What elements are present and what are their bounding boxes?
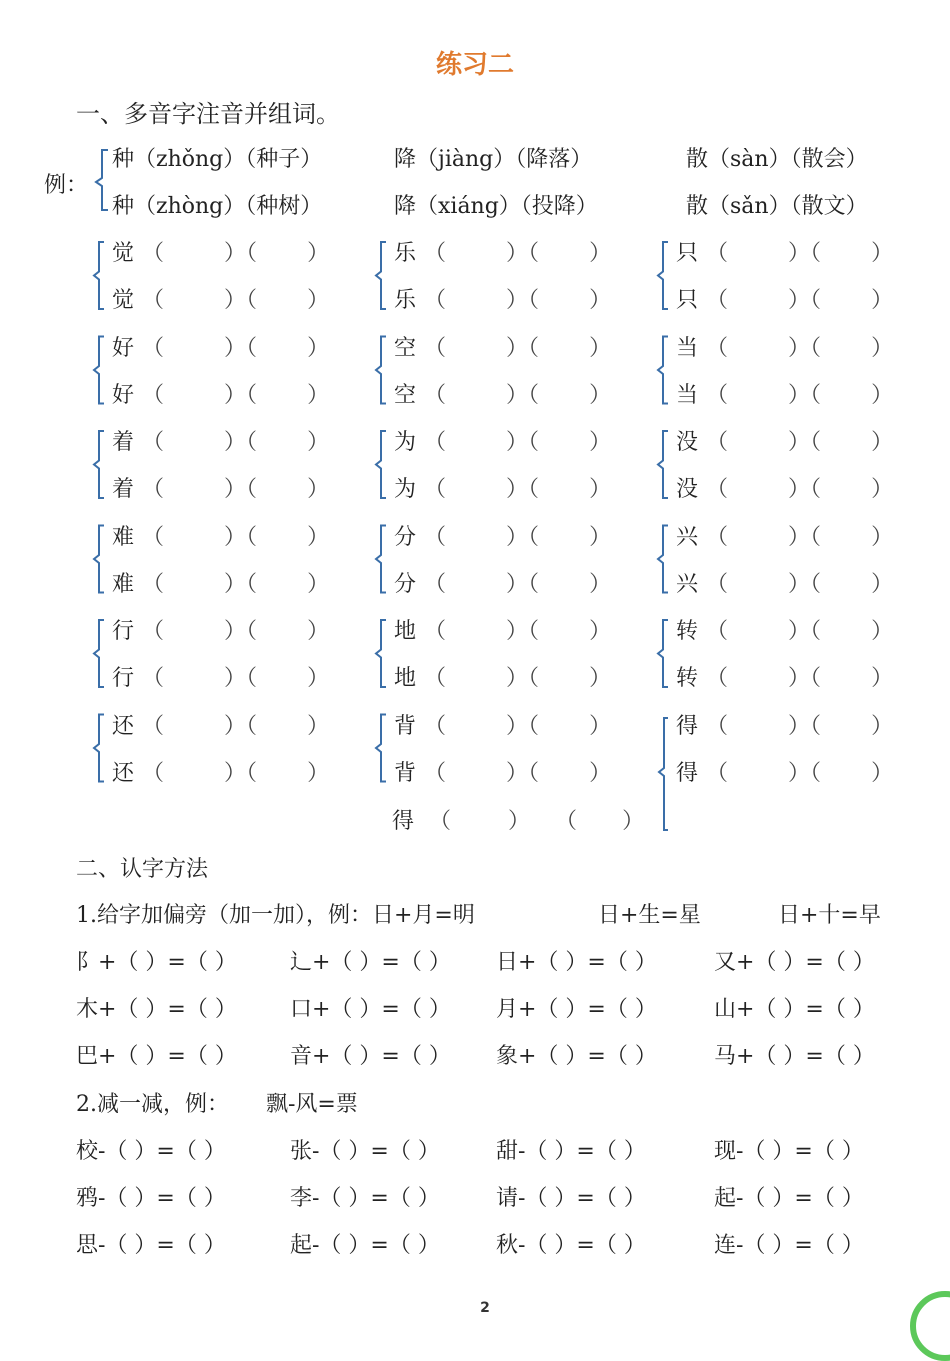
open-paren: （ bbox=[810, 666, 822, 691]
open-paren: （ bbox=[424, 619, 447, 644]
polyphone-char: 没 bbox=[676, 430, 699, 455]
open-paren: （ bbox=[424, 288, 447, 313]
open-paren: （ bbox=[246, 666, 258, 691]
sub2-example: 飘-风=票 bbox=[266, 1092, 358, 1117]
open-paren: （ bbox=[142, 619, 165, 644]
close-paren: ） bbox=[224, 288, 247, 313]
bracket bbox=[658, 620, 668, 687]
close-paren: ） bbox=[788, 524, 811, 550]
polyphone-char: 空 bbox=[394, 382, 417, 408]
equation-item: 音+（ ）=（ ） bbox=[290, 1044, 451, 1069]
equation-item: 现-（ ）=（ ） bbox=[714, 1139, 864, 1164]
open-paren: （ bbox=[528, 760, 540, 786]
equation-item: 月+（ ）=（ ） bbox=[496, 997, 657, 1022]
close-paren: ） bbox=[224, 524, 247, 550]
open-paren: （ bbox=[246, 382, 258, 408]
bracket bbox=[658, 526, 668, 593]
open-paren: （ bbox=[246, 430, 258, 455]
equation-item: 思-（ ）=（ ） bbox=[76, 1233, 226, 1258]
close-paren: ） bbox=[871, 619, 894, 644]
open-paren: （ bbox=[810, 524, 822, 550]
open-paren: （ bbox=[528, 619, 540, 644]
close-paren: ） bbox=[871, 666, 894, 691]
close-paren: ） bbox=[871, 241, 894, 266]
close-paren: ） bbox=[622, 809, 645, 834]
open-paren: （ bbox=[528, 241, 540, 266]
polyphone-char: 地 bbox=[394, 666, 417, 691]
open-paren: （ bbox=[246, 335, 258, 361]
sub1-label: 1.给字加偏旁（加一加），例：日+月=明 bbox=[76, 903, 475, 928]
open-paren: （ bbox=[706, 335, 729, 361]
polyphone-char: 当 bbox=[676, 335, 699, 361]
polyphone-char: 着 bbox=[112, 430, 135, 455]
bracket bbox=[94, 715, 104, 782]
equation-item: 甜-（ ）=（ ） bbox=[496, 1139, 646, 1164]
open-paren: （ bbox=[142, 382, 165, 408]
open-paren: （ bbox=[424, 524, 447, 550]
sub1-example-3: 日+十=早 bbox=[778, 903, 881, 928]
equation-item: 秋-（ ）=（ ） bbox=[496, 1233, 646, 1258]
open-paren: （ bbox=[424, 477, 447, 502]
polyphone-char: 觉 bbox=[112, 288, 135, 313]
close-paren: ） bbox=[589, 241, 612, 266]
close-paren: ） bbox=[589, 760, 612, 786]
close-paren: ） bbox=[788, 382, 811, 408]
example-2-bottom: 降（xiáng）（投降） bbox=[394, 194, 598, 219]
close-paren: ） bbox=[788, 619, 811, 644]
close-paren: ） bbox=[589, 619, 612, 644]
example-3-top: 散（sàn）（散会） bbox=[686, 147, 868, 172]
close-paren: ） bbox=[589, 288, 612, 313]
polyphone-char: 还 bbox=[112, 713, 135, 739]
equation-item: 校-（ ）=（ ） bbox=[76, 1139, 226, 1164]
close-paren: ） bbox=[871, 477, 894, 502]
open-paren: （ bbox=[810, 382, 822, 408]
open-paren: （ bbox=[142, 666, 165, 691]
open-paren: （ bbox=[142, 288, 165, 313]
close-paren: ） bbox=[788, 288, 811, 313]
polyphone-char: 好 bbox=[112, 335, 135, 361]
open-paren: （ bbox=[246, 241, 258, 266]
open-paren: （ bbox=[706, 430, 729, 455]
close-paren: ） bbox=[506, 619, 529, 644]
close-paren: ） bbox=[871, 288, 894, 313]
open-paren: （ bbox=[706, 713, 729, 739]
equation-item: 又+（ ）=（ ） bbox=[714, 950, 875, 975]
open-paren: （ bbox=[246, 477, 258, 502]
open-paren: （ bbox=[810, 477, 822, 502]
open-paren: （ bbox=[528, 335, 540, 361]
close-paren: ） bbox=[224, 382, 247, 408]
close-paren: ） bbox=[506, 288, 529, 313]
page-number: 2 bbox=[480, 1300, 490, 1316]
equation-item: 阝+（ ）=（ ） bbox=[76, 950, 237, 975]
open-paren: （ bbox=[706, 288, 729, 313]
open-paren: （ bbox=[142, 524, 165, 550]
example-1-bottom: 种（zhòng）（种树） bbox=[112, 194, 323, 219]
equation-item: 辶+（ ）=（ ） bbox=[290, 950, 451, 975]
open-paren: （ bbox=[246, 571, 258, 597]
example-bracket bbox=[96, 150, 108, 210]
open-paren: （ bbox=[246, 713, 258, 739]
polyphone-char: 兴 bbox=[676, 524, 699, 550]
close-paren: ） bbox=[307, 571, 330, 597]
bracket bbox=[376, 431, 386, 498]
open-paren: （ bbox=[528, 382, 540, 408]
open-paren: （ bbox=[142, 713, 165, 739]
close-paren: ） bbox=[589, 382, 612, 408]
open-paren: （ bbox=[706, 760, 729, 786]
close-paren: ） bbox=[307, 430, 330, 455]
polyphone-char: 着 bbox=[112, 477, 135, 502]
polyphone-char: 背 bbox=[394, 713, 417, 739]
close-paren: ） bbox=[224, 241, 247, 266]
equation-item: 口+（ ）=（ ） bbox=[290, 997, 451, 1022]
open-paren: （ bbox=[706, 477, 729, 502]
equation-item: 起-（ ）=（ ） bbox=[290, 1233, 440, 1258]
open-paren: （ bbox=[142, 241, 165, 266]
open-paren: （ bbox=[429, 809, 452, 834]
polyphone-char: 转 bbox=[676, 619, 699, 644]
close-paren: ） bbox=[307, 524, 330, 550]
open-paren: （ bbox=[424, 382, 447, 408]
bracket bbox=[658, 431, 668, 498]
page-title: 练习二 bbox=[435, 50, 514, 80]
open-paren: （ bbox=[706, 666, 729, 691]
close-paren: ） bbox=[788, 430, 811, 455]
open-paren: （ bbox=[246, 619, 258, 644]
open-paren: （ bbox=[528, 288, 540, 313]
close-paren: ） bbox=[307, 760, 330, 786]
close-paren: ） bbox=[506, 477, 529, 502]
close-paren: ） bbox=[589, 524, 612, 550]
bracket bbox=[94, 526, 104, 593]
bracket bbox=[658, 242, 668, 309]
close-paren: ） bbox=[224, 760, 247, 786]
equation-item: 李-（ ）=（ ） bbox=[290, 1186, 440, 1211]
close-paren: ） bbox=[788, 241, 811, 266]
polyphone-char: 只 bbox=[676, 288, 699, 313]
open-paren: （ bbox=[424, 335, 447, 361]
close-paren: ） bbox=[506, 430, 529, 455]
open-paren: （ bbox=[555, 809, 578, 834]
equation-item: 巴+（ ）=（ ） bbox=[76, 1044, 237, 1069]
close-paren: ） bbox=[506, 571, 529, 597]
close-paren: ） bbox=[871, 382, 894, 408]
polyphone-char: 行 bbox=[112, 666, 135, 691]
open-paren: （ bbox=[810, 571, 822, 597]
close-paren: ） bbox=[307, 713, 330, 739]
close-paren: ） bbox=[224, 666, 247, 691]
example-2-top: 降（jiàng）（降落） bbox=[394, 147, 593, 172]
equation-item: 木+（ ）=（ ） bbox=[76, 997, 237, 1022]
open-paren: （ bbox=[142, 571, 165, 597]
bracket bbox=[658, 337, 668, 404]
open-paren: （ bbox=[528, 713, 540, 739]
close-paren: ） bbox=[307, 241, 330, 266]
polyphone-char: 没 bbox=[676, 477, 699, 502]
polyphone-char: 为 bbox=[394, 430, 417, 455]
open-paren: （ bbox=[706, 241, 729, 266]
close-paren: ） bbox=[506, 760, 529, 786]
polyphone-char: 空 bbox=[394, 335, 417, 361]
example-1-top: 种（zhǒng）（种子） bbox=[112, 147, 323, 172]
close-paren: ） bbox=[788, 760, 811, 786]
open-paren: （ bbox=[246, 524, 258, 550]
equation-item: 请-（ ）=（ ） bbox=[496, 1186, 646, 1211]
bracket bbox=[376, 715, 386, 782]
close-paren: ） bbox=[307, 288, 330, 313]
close-paren: ） bbox=[506, 524, 529, 550]
polyphone-char: 地 bbox=[394, 619, 417, 644]
open-paren: （ bbox=[810, 619, 822, 644]
polyphone-char: 乐 bbox=[394, 288, 417, 313]
open-paren: （ bbox=[142, 477, 165, 502]
bracket bbox=[376, 526, 386, 593]
close-paren: ） bbox=[871, 713, 894, 739]
polyphone-char: 难 bbox=[112, 524, 135, 550]
polyphone-char: 觉 bbox=[112, 241, 135, 266]
open-paren: （ bbox=[424, 760, 447, 786]
polyphone-char: 好 bbox=[112, 382, 135, 408]
close-paren: ） bbox=[788, 571, 811, 597]
sub2-label: 2.减一减，例： bbox=[76, 1092, 229, 1117]
close-paren: ） bbox=[589, 666, 612, 691]
close-paren: ） bbox=[307, 666, 330, 691]
open-paren: （ bbox=[706, 571, 729, 597]
extra-char: 得 bbox=[392, 809, 415, 834]
open-paren: （ bbox=[424, 241, 447, 266]
polyphone-char: 得 bbox=[676, 713, 699, 739]
close-paren: ） bbox=[871, 335, 894, 361]
equation-item: 连-（ ）=（ ） bbox=[714, 1233, 864, 1258]
bracket bbox=[376, 620, 386, 687]
close-paren: ） bbox=[224, 619, 247, 644]
section2-heading: 二、认字方法 bbox=[76, 857, 209, 882]
close-paren: ） bbox=[788, 477, 811, 502]
open-paren: （ bbox=[528, 666, 540, 691]
bracket bbox=[659, 718, 668, 830]
open-paren: （ bbox=[810, 713, 822, 739]
bracket bbox=[376, 242, 386, 309]
bracket bbox=[94, 242, 104, 309]
bracket bbox=[376, 337, 386, 404]
close-paren: ） bbox=[506, 382, 529, 408]
open-paren: （ bbox=[424, 571, 447, 597]
polyphone-char: 得 bbox=[676, 760, 699, 786]
open-paren: （ bbox=[810, 335, 822, 361]
open-paren: （ bbox=[142, 335, 165, 361]
close-paren: ） bbox=[224, 571, 247, 597]
polyphone-char: 背 bbox=[394, 760, 417, 786]
polyphone-char: 兴 bbox=[676, 571, 699, 597]
polyphone-char: 转 bbox=[676, 666, 699, 691]
polyphone-char: 只 bbox=[676, 241, 699, 266]
example-3-bottom: 散（sǎn）（散文） bbox=[686, 194, 868, 219]
open-paren: （ bbox=[424, 666, 447, 691]
close-paren: ） bbox=[871, 571, 894, 597]
close-paren: ） bbox=[224, 430, 247, 455]
open-paren: （ bbox=[706, 382, 729, 408]
bracket bbox=[94, 620, 104, 687]
close-paren: ） bbox=[224, 477, 247, 502]
open-paren: （ bbox=[142, 760, 165, 786]
open-paren: （ bbox=[810, 430, 822, 455]
bracket bbox=[94, 431, 104, 498]
close-paren: ） bbox=[589, 335, 612, 361]
example-label: 例： bbox=[44, 173, 89, 198]
close-paren: ） bbox=[508, 809, 531, 834]
close-paren: ） bbox=[224, 335, 247, 361]
open-paren: （ bbox=[424, 430, 447, 455]
equation-item: 鸦-（ ）=（ ） bbox=[76, 1186, 226, 1211]
close-paren: ） bbox=[589, 571, 612, 597]
equation-item: 张-（ ）=（ ） bbox=[290, 1139, 440, 1164]
close-paren: ） bbox=[307, 619, 330, 644]
polyphone-char: 当 bbox=[676, 382, 699, 408]
polyphone-char: 乐 bbox=[394, 241, 417, 266]
close-paren: ） bbox=[871, 524, 894, 550]
open-paren: （ bbox=[706, 619, 729, 644]
close-paren: ） bbox=[871, 760, 894, 786]
polyphone-char: 难 bbox=[112, 571, 135, 597]
close-paren: ） bbox=[506, 713, 529, 739]
equation-item: 马+（ ）=（ ） bbox=[714, 1044, 875, 1069]
polyphone-char: 分 bbox=[394, 524, 417, 550]
open-paren: （ bbox=[810, 288, 822, 313]
close-paren: ） bbox=[307, 382, 330, 408]
close-paren: ） bbox=[307, 477, 330, 502]
equation-item: 起-（ ）=（ ） bbox=[714, 1186, 864, 1211]
polyphone-char: 为 bbox=[394, 477, 417, 502]
open-paren: （ bbox=[810, 760, 822, 786]
close-paren: ） bbox=[506, 241, 529, 266]
open-paren: （ bbox=[424, 713, 447, 739]
polyphone-char: 还 bbox=[112, 760, 135, 786]
polyphone-char: 行 bbox=[112, 619, 135, 644]
sub1-example-2: 日+生=星 bbox=[598, 903, 701, 928]
close-paren: ） bbox=[788, 335, 811, 361]
open-paren: （ bbox=[528, 524, 540, 550]
open-paren: （ bbox=[246, 288, 258, 313]
equation-item: 象+（ ）=（ ） bbox=[496, 1044, 657, 1069]
equation-item: 山+（ ）=（ ） bbox=[714, 997, 875, 1022]
polyphone-char: 分 bbox=[394, 571, 417, 597]
close-paren: ） bbox=[224, 713, 247, 739]
open-paren: （ bbox=[246, 760, 258, 786]
open-paren: （ bbox=[528, 430, 540, 455]
close-paren: ） bbox=[307, 335, 330, 361]
open-paren: （ bbox=[810, 241, 822, 266]
close-paren: ） bbox=[589, 477, 612, 502]
section1-heading: 一、多音字注音并组词。 bbox=[76, 100, 340, 128]
equation-item: 日+（ ）=（ ） bbox=[496, 950, 657, 975]
open-paren: （ bbox=[528, 571, 540, 597]
close-paren: ） bbox=[589, 430, 612, 455]
close-paren: ） bbox=[506, 666, 529, 691]
close-paren: ） bbox=[589, 713, 612, 739]
close-paren: ） bbox=[871, 430, 894, 455]
bracket bbox=[94, 337, 104, 404]
close-paren: ） bbox=[506, 335, 529, 361]
close-paren: ） bbox=[788, 666, 811, 691]
open-paren: （ bbox=[528, 477, 540, 502]
open-paren: （ bbox=[142, 430, 165, 455]
close-paren: ） bbox=[788, 713, 811, 739]
open-paren: （ bbox=[706, 524, 729, 550]
